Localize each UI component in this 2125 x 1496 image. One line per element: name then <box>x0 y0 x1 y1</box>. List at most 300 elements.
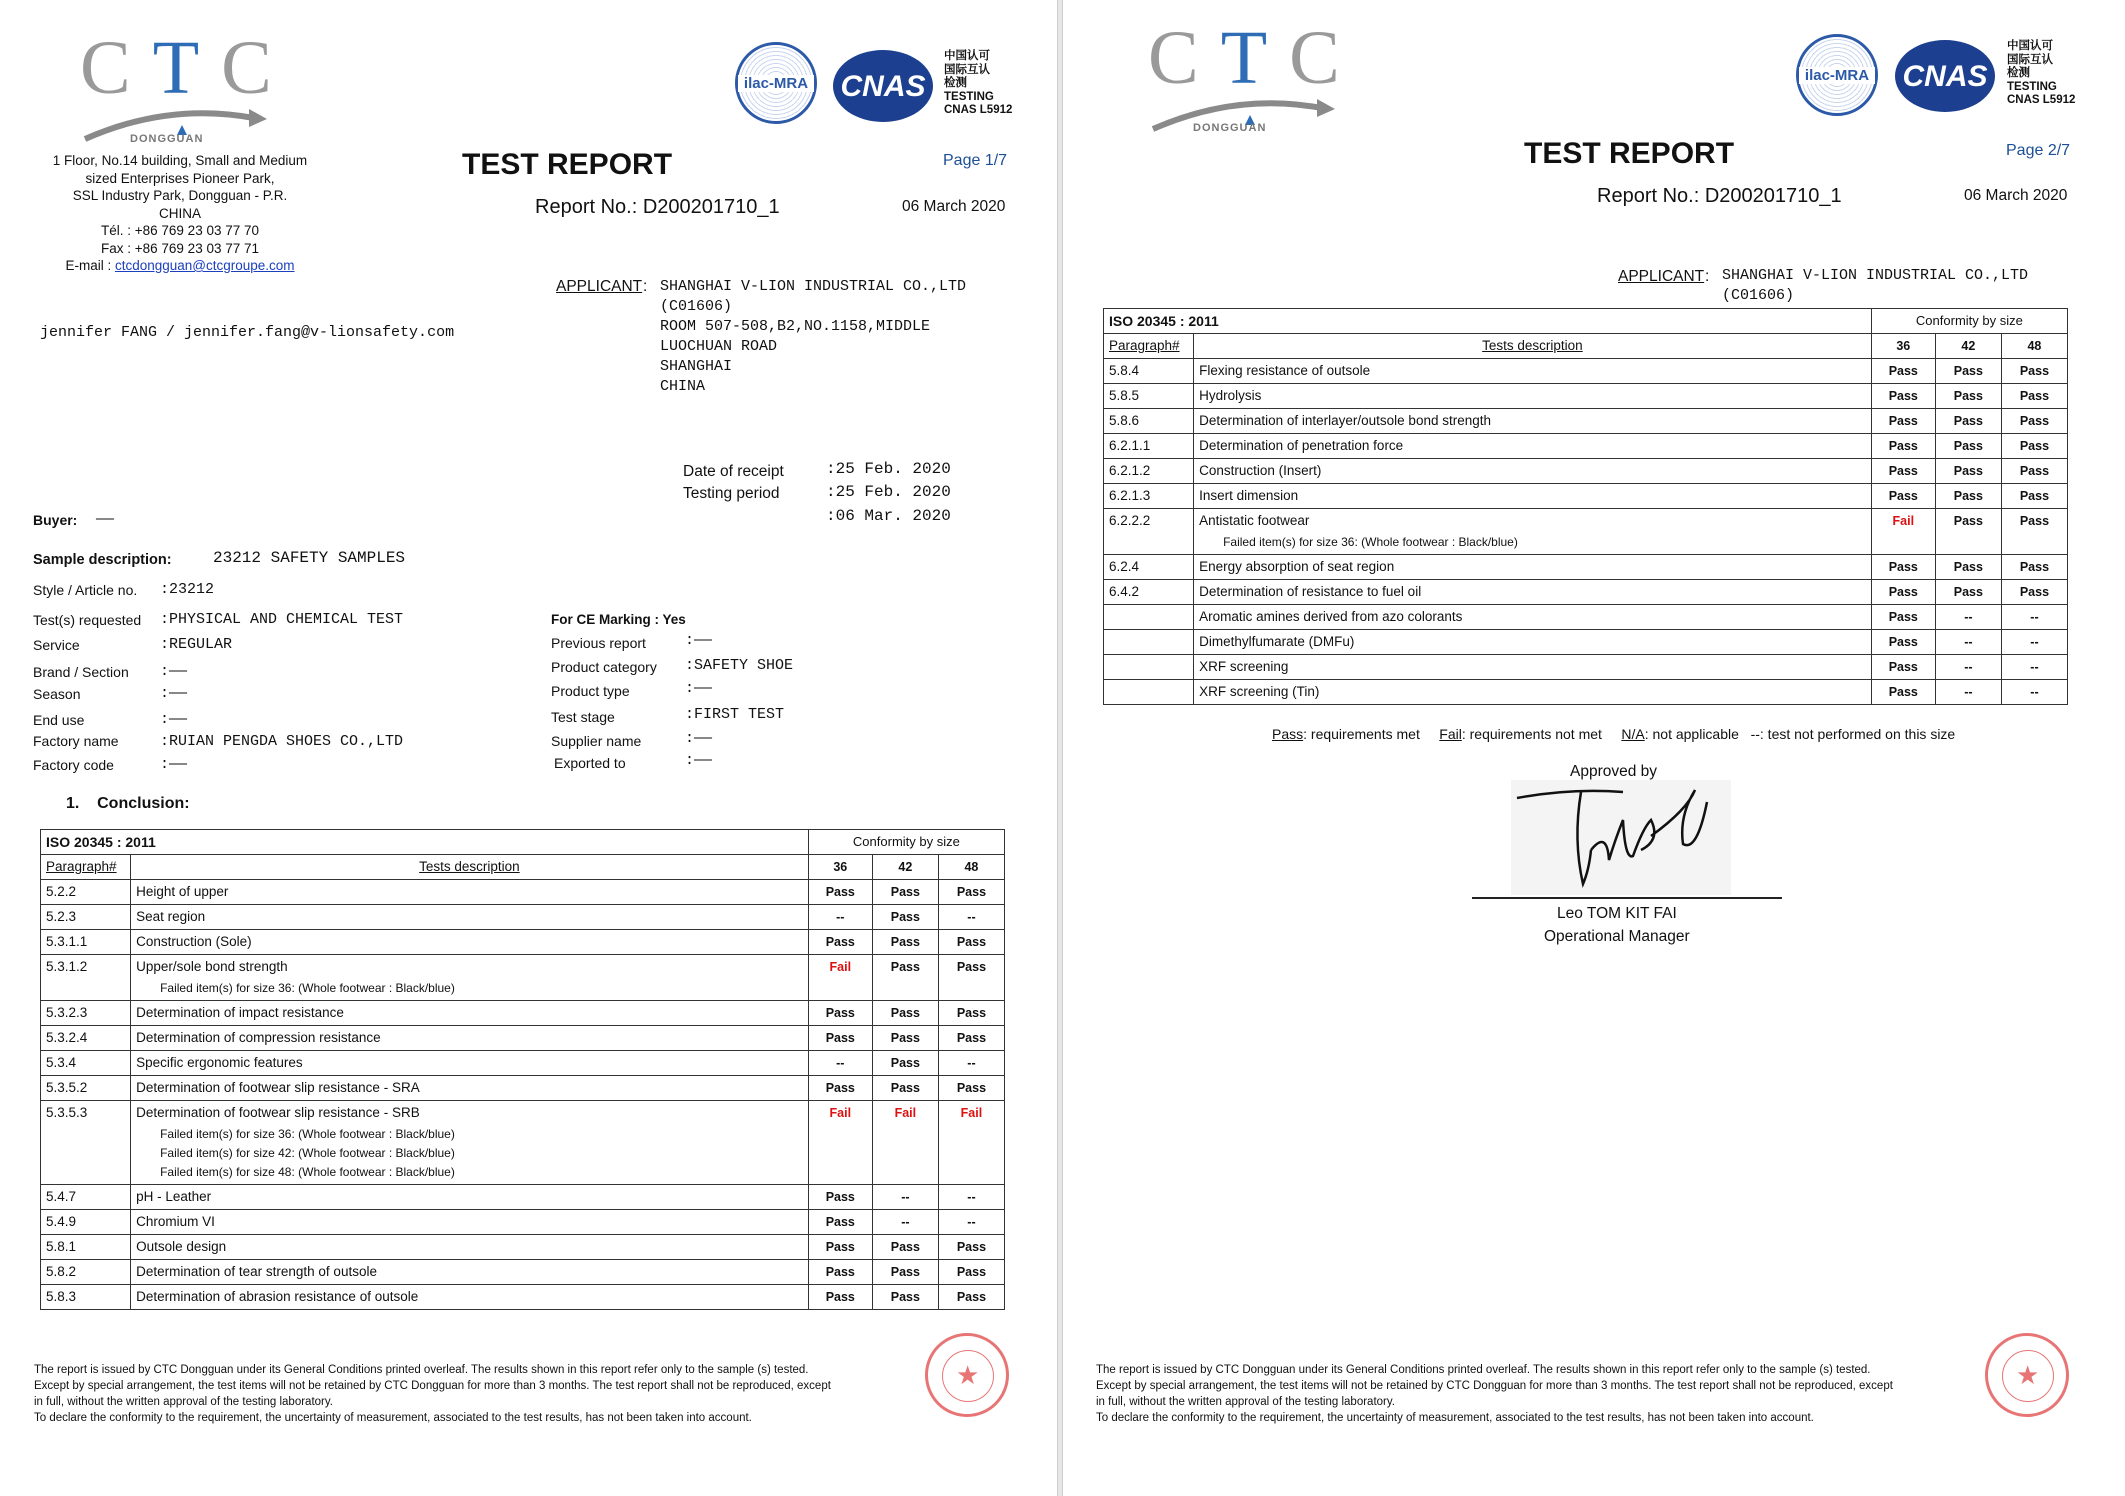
result-cell: -- <box>1935 655 2001 680</box>
applicant-address: SHANGHAI V-LION INDUSTRIAL CO.,LTD (C01606) <box>1722 267 2029 304</box>
result-cell: Pass <box>2001 359 2067 384</box>
applicant-colon: : <box>1705 268 1710 285</box>
result-cell: Pass <box>1871 484 1935 509</box>
test-description: Dimethylfumarate (DMFu) <box>1199 634 1355 649</box>
result-cell: Pass <box>872 1001 938 1026</box>
result-cell: -- <box>1935 680 2001 705</box>
table-row <box>41 1210 1005 1235</box>
test-description: Insert dimension <box>1199 488 1299 503</box>
test-description: Specific ergonomic features <box>136 1055 303 1070</box>
result-cell: -- <box>2001 680 2067 705</box>
lab-address <box>50 152 310 275</box>
field-label: Factory code <box>33 757 114 773</box>
table-row <box>41 1001 1005 1026</box>
result-cell: Pass <box>808 930 872 955</box>
field-value: :—— <box>160 685 188 702</box>
table-row <box>1104 434 2068 459</box>
result-cell: Pass <box>1871 359 1935 384</box>
disclaimer-footer: The report is issued by CTC Dongguan under its General Conditions printed overleaf. The results shown in this report refer only to the sample (s) tested. Except by special arrangement, the test items will not be retained by CTC Dongguan for more than 3 months. The test report shall not be reproduced, except in full, without the written approval of the testing laboratory. To declare the conformity to the requirement, the uncertainty of measurement, associated to the test results, has not been taken into account. <box>1096 1364 1893 1424</box>
field-label: Product type <box>551 683 630 699</box>
test-description: Seat region <box>136 909 206 924</box>
size-column-header: 36 <box>1871 334 1935 359</box>
result-cell: Pass <box>808 1026 872 1051</box>
result-cell: Fail <box>872 1101 938 1185</box>
paragraph-cell <box>1104 680 1194 705</box>
description-cell <box>1194 384 1872 409</box>
paragraph-cell: 5.2.2 <box>41 880 131 905</box>
cnas-accreditation-text: 中国认可 国际互认 检测 TESTING CNAS L5912 <box>944 50 1013 116</box>
result-legend: Pass: requirements met Fail: requirements not met N/A: not applicable --: test not performed on this size <box>1272 726 1956 742</box>
description-cell <box>1194 359 1872 384</box>
date-of-receipt-label: Date of receipt <box>683 463 784 480</box>
test-description: Determination of tear strength of outsole <box>136 1264 377 1279</box>
result-cell: -- <box>872 1185 938 1210</box>
paragraph-cell: 5.4.9 <box>41 1210 131 1235</box>
field-value: :—— <box>160 711 188 728</box>
applicant-label: APPLICANT <box>556 278 643 295</box>
paragraph-cell: 5.8.3 <box>41 1285 131 1310</box>
description-cell <box>1194 630 1872 655</box>
cnas-accreditation-text: 中国认可 国际互认 检测 TESTING CNAS L5912 <box>2007 40 2076 106</box>
failed-item-note: Failed item(s) for size 36: (Whole footwear : Black/blue) <box>1223 535 1518 549</box>
paragraph-cell: 5.8.5 <box>1104 384 1194 409</box>
ilac-mra-badge: ilac-MRA <box>735 42 817 124</box>
result-cell: Pass <box>2001 459 2067 484</box>
result-cell: Pass <box>872 1235 938 1260</box>
test-description: Flexing resistance of outsole <box>1199 363 1371 378</box>
date-of-receipt-value: :25 Feb. 2020 <box>826 460 951 478</box>
ctc-logo-text: CTC <box>80 26 294 110</box>
result-cell: Pass <box>938 1260 1004 1285</box>
description-cell <box>131 880 809 905</box>
description-cell <box>131 1051 809 1076</box>
result-cell: -- <box>1935 605 2001 630</box>
field-value: :23212 <box>160 581 215 598</box>
address-fax: Fax : +86 769 23 03 77 71 <box>101 240 259 256</box>
field-label: Service <box>33 637 80 653</box>
result-cell: Pass <box>1871 580 1935 605</box>
failed-item-note: Failed item(s) for size 36: (Whole footwear : Black/blue) <box>160 1127 455 1141</box>
paragraph-cell: 5.8.1 <box>41 1235 131 1260</box>
field-value: :RUIAN PENGDA SHOES CO.,LTD <box>160 733 404 750</box>
size-column-header: 48 <box>938 855 1004 880</box>
size-column-header: 36 <box>808 855 872 880</box>
table-row <box>41 1285 1005 1310</box>
sample-description-value: 23212 SAFETY SAMPLES <box>213 549 406 567</box>
test-description: Outsole design <box>136 1239 227 1254</box>
table-row <box>1104 459 2068 484</box>
description-cell <box>1194 680 1872 705</box>
table-header-row <box>1104 334 2068 359</box>
ce-marking: For CE Marking : Yes <box>551 612 686 627</box>
result-cell: Pass <box>1871 655 1935 680</box>
field-label: Supplier name <box>551 733 642 749</box>
result-cell: Fail <box>938 1101 1004 1185</box>
table-row <box>41 1051 1005 1076</box>
result-cell: Pass <box>938 1285 1004 1310</box>
conclusion-heading: 1. Conclusion: <box>66 795 190 812</box>
result-cell: -- <box>808 1051 872 1076</box>
page-number: Page 1/7 <box>943 152 1008 169</box>
description-cell <box>131 905 809 930</box>
result-cell: Pass <box>808 1285 872 1310</box>
field-label: Previous report <box>551 635 646 651</box>
field-label: Season <box>33 686 81 702</box>
test-description: Construction (Insert) <box>1199 463 1322 478</box>
description-cell <box>131 1001 809 1026</box>
paragraph-cell: 5.3.5.3 <box>41 1101 131 1185</box>
result-cell: -- <box>2001 655 2067 680</box>
standard-cell: ISO 20345 : 2011 <box>41 830 809 855</box>
description-cell <box>1194 459 1872 484</box>
report-date: 06 March 2020 <box>902 198 1006 215</box>
paragraph-cell: 5.2.3 <box>41 905 131 930</box>
description-cell <box>131 1076 809 1101</box>
logo-subtitle: DONGGUAN <box>1193 122 1267 134</box>
field-value: :—— <box>160 756 188 773</box>
test-description: Determination of compression resistance <box>136 1030 381 1045</box>
result-cell: Pass <box>1935 459 2001 484</box>
failed-item-note: Failed item(s) for size 42: (Whole footwear : Black/blue) <box>160 1146 455 1160</box>
description-cell <box>1194 655 1872 680</box>
standard-cell: ISO 20345 : 2011 <box>1104 309 1872 334</box>
description-cell <box>131 1285 809 1310</box>
test-description: Construction (Sole) <box>136 934 252 949</box>
field-label: End use <box>33 712 85 728</box>
ctc-logo <box>75 25 294 145</box>
paragraph-cell: 5.3.4 <box>41 1051 131 1076</box>
paragraph-cell: 6.2.1.2 <box>1104 459 1194 484</box>
address-line: 1 Floor, No.14 building, Small and Medium <box>52 153 308 168</box>
result-cell: Pass <box>808 1001 872 1026</box>
description-cell <box>1194 580 1872 605</box>
logo-subtitle: DONGGUAN <box>130 133 204 145</box>
description-cell <box>1194 509 1872 555</box>
table-row <box>1104 555 2068 580</box>
result-cell: Pass <box>872 1076 938 1101</box>
paragraph-cell: 5.8.6 <box>1104 409 1194 434</box>
report-title: TEST REPORT <box>462 148 673 181</box>
result-cell: Fail <box>1871 509 1935 555</box>
paragraph-cell: 6.2.4 <box>1104 555 1194 580</box>
field-value: :REGULAR <box>160 636 233 653</box>
ctc-logo-text: CTC <box>1148 16 1362 100</box>
approved-by-label: Approved by <box>1570 763 1658 780</box>
signature-line <box>1472 897 1782 899</box>
test-description: Upper/sole bond strength <box>136 959 288 974</box>
test-description: Determination of footwear slip resistance - SRB <box>136 1105 420 1120</box>
buyer-label: Buyer: <box>33 512 78 528</box>
field-value: :PHYSICAL AND CHEMICAL TEST <box>160 611 404 628</box>
result-cell: -- <box>938 905 1004 930</box>
paragraph-cell: 5.3.5.2 <box>41 1076 131 1101</box>
paragraph-cell <box>1104 630 1194 655</box>
cnas-badge: CNAS <box>1895 40 1995 112</box>
result-cell: Pass <box>2001 509 2067 555</box>
paragraph-cell: 5.8.2 <box>41 1260 131 1285</box>
description-cell <box>131 1260 809 1285</box>
result-cell: Pass <box>1871 434 1935 459</box>
result-cell: Pass <box>938 1001 1004 1026</box>
applicant-label: APPLICANT <box>1618 268 1705 285</box>
paragraph-cell: 5.4.7 <box>41 1185 131 1210</box>
description-cell <box>131 1185 809 1210</box>
approver-name: Leo TOM KIT FAI <box>1557 905 1677 922</box>
result-cell: Pass <box>938 1026 1004 1051</box>
report-date: 06 March 2020 <box>1964 187 2068 204</box>
field-label: Exported to <box>554 755 626 771</box>
description-cell <box>1194 605 1872 630</box>
page-number: Page 2/7 <box>2006 142 2071 159</box>
company-seal-stamp: ★ <box>925 1333 1009 1417</box>
paragraph-cell: 5.3.2.4 <box>41 1026 131 1051</box>
email-label: E-mail : <box>65 258 115 273</box>
table-row <box>41 930 1005 955</box>
result-cell: Pass <box>1935 509 2001 555</box>
table-row <box>1104 409 2068 434</box>
result-cell: -- <box>2001 605 2067 630</box>
paragraph-cell: 5.3.1.2 <box>41 955 131 1001</box>
test-description: XRF screening (Tin) <box>1199 684 1320 699</box>
report-page-2 <box>1063 0 2120 1496</box>
result-cell: -- <box>938 1051 1004 1076</box>
result-cell: Pass <box>938 1235 1004 1260</box>
email-link[interactable]: ctcdongguan@ctcgroupe.com <box>114 258 295 273</box>
result-cell: Fail <box>808 955 872 1001</box>
address-phone: Tél. : +86 769 23 03 77 70 <box>101 223 259 238</box>
paragraph-cell: 6.2.2.2 <box>1104 509 1194 555</box>
table-row <box>41 1076 1005 1101</box>
paragraph-cell: 6.2.1.1 <box>1104 434 1194 459</box>
approver-title: Operational Manager <box>1544 928 1690 945</box>
result-cell: Pass <box>808 1260 872 1285</box>
result-cell: Pass <box>1935 384 2001 409</box>
size-column-header: 42 <box>1935 334 2001 359</box>
test-description: Antistatic footwear <box>1199 513 1310 528</box>
field-label: Test(s) requested <box>33 612 142 628</box>
field-value: :—— <box>685 632 713 649</box>
field-label: Style / Article no. <box>33 582 138 598</box>
test-description: Determination of footwear slip resistance - SRA <box>136 1080 420 1095</box>
field-value: :—— <box>160 663 188 680</box>
table-row <box>41 1026 1005 1051</box>
field-value: :—— <box>685 730 713 747</box>
conformity-header: Conformity by size <box>808 830 1004 855</box>
testing-period-end: :06 Mar. 2020 <box>826 507 951 525</box>
paragraph-cell <box>1104 605 1194 630</box>
conformity-header: Conformity by size <box>1871 309 2067 334</box>
paragraph-cell: 5.3.1.1 <box>41 930 131 955</box>
table-header-row <box>41 830 1005 855</box>
description-cell <box>1194 434 1872 459</box>
field-value: :—— <box>685 680 713 697</box>
table-row <box>41 1235 1005 1260</box>
table-row <box>41 1185 1005 1210</box>
table-row <box>41 1101 1005 1185</box>
test-description: Hydrolysis <box>1199 388 1262 403</box>
description-cell <box>131 1235 809 1260</box>
result-cell: Pass <box>872 930 938 955</box>
description-cell <box>1194 409 1872 434</box>
result-cell: Pass <box>2001 384 2067 409</box>
description-cell <box>131 1101 809 1185</box>
buyer-value: —— <box>96 511 115 528</box>
report-title: TEST REPORT <box>1524 137 1735 170</box>
table-row <box>1104 630 2068 655</box>
test-description: Determination of resistance to fuel oil <box>1199 584 1422 599</box>
result-cell: Pass <box>872 1285 938 1310</box>
result-cell: Pass <box>1935 434 2001 459</box>
result-cell: -- <box>2001 630 2067 655</box>
ctc-logo <box>1143 15 1362 135</box>
conclusion-table-continued <box>1103 308 2068 705</box>
test-description: Energy absorption of seat region <box>1199 559 1395 574</box>
table-row <box>41 1260 1005 1285</box>
result-cell: Pass <box>938 1076 1004 1101</box>
test-description: Determination of penetration force <box>1199 438 1404 453</box>
result-cell: Pass <box>872 955 938 1001</box>
table-row <box>1104 605 2068 630</box>
size-column-header: 42 <box>872 855 938 880</box>
description-column-header: Tests description <box>131 855 809 880</box>
ilac-mra-badge: ilac-MRA <box>1796 34 1878 116</box>
address-line: SSL Industry Park, Dongguan - P.R. CHINA <box>72 188 288 221</box>
result-cell: Pass <box>1935 409 2001 434</box>
table-row <box>1104 655 2068 680</box>
result-cell: Pass <box>2001 484 2067 509</box>
approver-signature <box>1511 780 1731 895</box>
result-cell: Pass <box>1935 359 2001 384</box>
test-description: pH - Leather <box>136 1189 212 1204</box>
report-number: Report No.: D200201710_1 <box>1597 185 1842 207</box>
description-cell <box>131 1026 809 1051</box>
result-cell: Pass <box>808 880 872 905</box>
table-row <box>1104 680 2068 705</box>
testing-period-start: :25 Feb. 2020 <box>826 483 951 501</box>
test-description: Determination of impact resistance <box>136 1005 344 1020</box>
paragraph-cell: 6.4.2 <box>1104 580 1194 605</box>
result-cell: Pass <box>872 880 938 905</box>
table-row <box>1104 359 2068 384</box>
test-description: Determination of abrasion resistance of outsole <box>136 1289 419 1304</box>
applicant-colon: : <box>643 278 648 295</box>
result-cell: Pass <box>2001 434 2067 459</box>
paragraph-column-header: Paragraph# <box>41 855 131 880</box>
paragraph-cell <box>1104 655 1194 680</box>
result-cell: Pass <box>938 930 1004 955</box>
test-description: Aromatic amines derived from azo colorants <box>1199 609 1463 624</box>
field-value: :SAFETY SHOE <box>685 657 794 674</box>
result-cell: Fail <box>808 1101 872 1185</box>
result-cell: Pass <box>808 1235 872 1260</box>
description-cell <box>131 955 809 1001</box>
result-cell: Pass <box>1871 680 1935 705</box>
conclusion-table <box>40 829 1005 1310</box>
cnas-badge: CNAS <box>833 50 933 122</box>
result-cell: Pass <box>938 955 1004 1001</box>
test-description: Height of upper <box>136 884 229 899</box>
field-label: Factory name <box>33 733 119 749</box>
report-page-1 <box>0 0 1057 1496</box>
table-row <box>1104 384 2068 409</box>
result-cell: Pass <box>808 1210 872 1235</box>
table-header-row <box>41 855 1005 880</box>
field-label: Brand / Section <box>33 664 129 680</box>
result-cell: Pass <box>808 1076 872 1101</box>
field-label: Test stage <box>551 709 615 725</box>
table-row <box>1104 509 2068 555</box>
company-seal-stamp: ★ <box>1985 1333 2069 1417</box>
result-cell: Pass <box>872 1051 938 1076</box>
test-description: XRF screening <box>1199 659 1289 674</box>
result-cell: Pass <box>2001 409 2067 434</box>
table-row <box>41 905 1005 930</box>
result-cell: Pass <box>1871 409 1935 434</box>
result-cell: Pass <box>2001 580 2067 605</box>
result-cell: Pass <box>1871 384 1935 409</box>
result-cell: Pass <box>1935 484 2001 509</box>
paragraph-column-header: Paragraph# <box>1104 334 1194 359</box>
result-cell: Pass <box>1871 605 1935 630</box>
result-cell: Pass <box>1871 555 1935 580</box>
testing-period-label: Testing period <box>683 485 780 502</box>
field-label: Product category <box>551 659 657 675</box>
description-cell <box>131 930 809 955</box>
result-cell: -- <box>938 1185 1004 1210</box>
result-cell: -- <box>938 1210 1004 1235</box>
field-value: :—— <box>685 752 713 769</box>
paragraph-cell: 5.3.2.3 <box>41 1001 131 1026</box>
description-cell <box>1194 484 1872 509</box>
result-cell: -- <box>872 1210 938 1235</box>
address-line: sized Enterprises Pioneer Park, <box>85 170 275 186</box>
description-cell <box>1194 555 1872 580</box>
size-column-header: 48 <box>2001 334 2067 359</box>
field-value: :FIRST TEST <box>685 706 785 723</box>
result-cell: Pass <box>1935 580 2001 605</box>
failed-item-note: Failed item(s) for size 48: (Whole footwear : Black/blue) <box>160 1165 455 1179</box>
table-row <box>1104 484 2068 509</box>
result-cell: Pass <box>2001 555 2067 580</box>
sample-description-label: Sample description: <box>33 552 172 568</box>
table-row <box>1104 580 2068 605</box>
result-cell: Pass <box>1871 459 1935 484</box>
result-cell: Pass <box>872 1260 938 1285</box>
failed-item-note: Failed item(s) for size 36: (Whole footwear : Black/blue) <box>160 981 455 995</box>
report-number: Report No.: D200201710_1 <box>535 196 780 218</box>
description-cell <box>131 1210 809 1235</box>
result-cell: Pass <box>1935 555 2001 580</box>
description-column-header: Tests description <box>1194 334 1872 359</box>
result-cell: Pass <box>938 880 1004 905</box>
table-row <box>41 955 1005 1001</box>
table-row <box>41 880 1005 905</box>
applicant-address: SHANGHAI V-LION INDUSTRIAL CO.,LTD (C01606) ROOM 507-508,B2,NO.1158,MIDDLE LUOCHUAN ROAD SHANGHAI CHINA <box>660 278 967 395</box>
test-description: Chromium VI <box>136 1214 215 1229</box>
result-cell: Pass <box>872 905 938 930</box>
paragraph-cell: 5.8.4 <box>1104 359 1194 384</box>
result-cell: Pass <box>1871 630 1935 655</box>
disclaimer-footer: The report is issued by CTC Dongguan under its General Conditions printed overleaf. The results shown in this report refer only to the sample (s) tested. Except by special arrangement, the test items will not be retained by CTC Dongguan for more than 3 months. The test report shall not be reproduced, except in full, without the written approval of the testing laboratory. To declare the conformity to the requirement, the uncertainty of measurement, associated to the test results, has not been taken into account. <box>34 1364 831 1424</box>
result-cell: Pass <box>808 1185 872 1210</box>
paragraph-cell: 6.2.1.3 <box>1104 484 1194 509</box>
test-description: Determination of interlayer/outsole bond strength <box>1199 413 1491 428</box>
contact-line: jennifer FANG / jennifer.fang@v-lionsafety.com <box>40 324 455 341</box>
result-cell: Pass <box>872 1026 938 1051</box>
table-header-row <box>1104 309 2068 334</box>
result-cell: -- <box>808 905 872 930</box>
result-cell: -- <box>1935 630 2001 655</box>
